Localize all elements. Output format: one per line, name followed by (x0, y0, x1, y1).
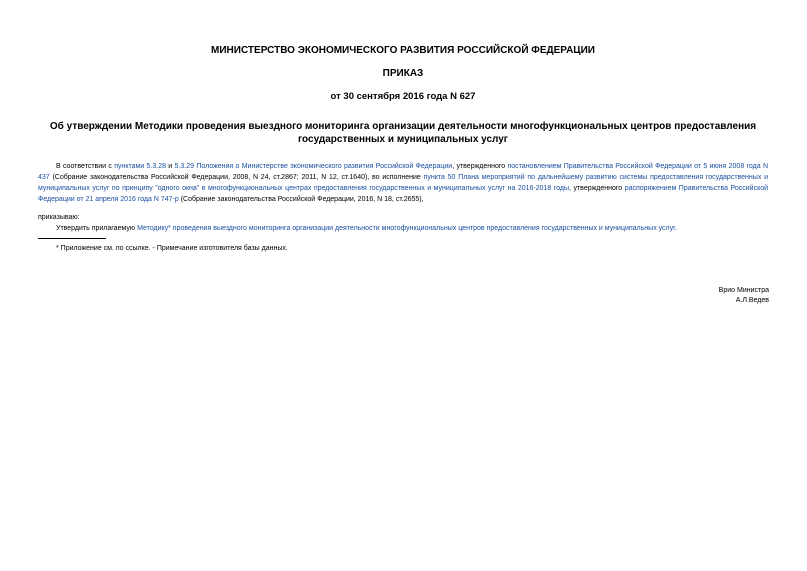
link-clause-5-3-28[interactable]: пунктами 5.3.28 (114, 163, 166, 170)
footnote-divider (38, 238, 106, 239)
link-clause-50[interactable]: пункта 50 (423, 174, 456, 181)
document-type: ПРИКАЗ (382, 68, 424, 79)
preamble-text-5: (Собрание законодательства Российской Федерации, 2008, N 24, ст.2867; 2011, N 12, ст.1640), во исполнение (49, 174, 424, 181)
link-action-plan[interactable]: Плана мероприятий по дальнейшему развитию системы предоставления государственных и муниципальных услуг по принципу "одного окна" в многофункциональных центрах предоставления государственных и муниципальных услуг на 2016-2018 годы (38, 174, 768, 192)
methodology-title-link[interactable]: * проведения выездного мониторинга организации деятельности многофункциональных центров предоставления государственных и муниципальных услуг (168, 225, 675, 232)
approve-paragraph (38, 223, 768, 234)
link-methodology[interactable]: Методику (137, 225, 169, 232)
link-government-decree[interactable]: постановлением Правительства Российской Федерации от 5 июня 2008 года N 437 (38, 163, 769, 181)
document-title: Об утверждении Методики проведения выездного мониторинга организации деятельности многофункциональных центров предоставления государственных и муниципальных услуг (49, 121, 757, 145)
preamble-paragraph (38, 161, 768, 205)
link-ministry-regulation[interactable]: Положения о Министерстве экономического развития Российской Федерации (196, 163, 453, 170)
link-clause-5-3-29[interactable]: 5.3.29 (174, 163, 194, 170)
signatory-position: Врио Министра (718, 287, 769, 294)
orders-label: приказываю: (38, 214, 80, 221)
signatory-name: А.Л.Ведев (735, 297, 769, 304)
preamble-text-1: В соответствии с (56, 163, 115, 170)
approve-text-3: . (674, 225, 677, 232)
preamble-text-7: , утвержденного (569, 185, 625, 192)
preamble-text-4: , утвержденного (452, 163, 508, 170)
link-government-order[interactable]: распоряжением Правительства Российской Федерации от 21 апреля 2016 года N 747-р (38, 185, 769, 203)
footnote: * Приложение см. по ссылке. - Примечание изготовителя базы данных. (56, 245, 288, 252)
document-date: от 30 сентября 2016 года N 627 (330, 91, 476, 102)
ministry-name: МИНИСТЕРСТВО ЭКОНОМИЧЕСКОГО РАЗВИТИЯ РОССИЙСКОЙ ФЕДЕРАЦИИ (211, 45, 595, 56)
preamble-text-2: и (166, 163, 175, 170)
preamble-text-8: (Собрание законодательства Российской Федерации, 2016, N 18, ст.2655), (178, 196, 424, 203)
approve-text-1: Утвердить прилагаемую (56, 225, 138, 232)
